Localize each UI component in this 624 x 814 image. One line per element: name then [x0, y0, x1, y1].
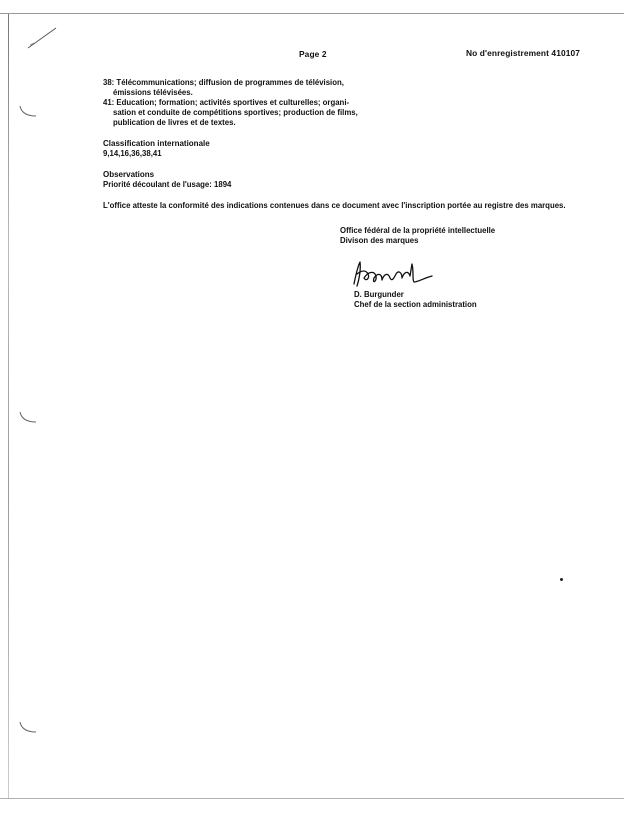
observations-value: Priorité découlant de l'usage: 1894 — [103, 180, 232, 189]
scan-edge-left — [8, 14, 9, 798]
signatory-name: D. Burgunder — [354, 290, 404, 299]
attestation-text: L'office atteste la conformité des indications contenues dans ce document avec l'inscription portée au registre des marques. — [103, 201, 566, 210]
page-number: Page 2 — [299, 49, 327, 59]
scan-speck — [560, 578, 563, 581]
signatory-block — [354, 290, 477, 310]
goods-class-41-continuation: publication de livres et de textes. — [113, 118, 236, 127]
classification-heading: Classification internationale — [103, 139, 210, 148]
signatory-title: Chef de la section administration — [354, 300, 477, 309]
observations-heading: Observations — [103, 170, 155, 179]
goods-class-41-continuation: sation et conduite de compétitions sportives; production de films, — [113, 108, 358, 117]
pen-stroke-mark — [26, 26, 58, 50]
punch-hole-mark — [18, 410, 38, 426]
scan-edge-bottom — [0, 798, 624, 799]
office-name: Office fédéral de la propriété intellectuelle — [340, 226, 496, 235]
punch-hole-mark — [18, 720, 38, 736]
goods-class-38-continuation: émissions télévisées. — [113, 88, 193, 97]
office-division: Divison des marques — [340, 236, 419, 245]
punch-hole-mark — [18, 104, 38, 120]
office-block — [340, 226, 495, 246]
scan-edge-top — [0, 13, 624, 14]
classification-value: 9,14,16,36,38,41 — [103, 149, 162, 158]
document-body — [103, 78, 573, 211]
goods-class-38: 38: Télécommunications; diffusion de programmes de télévision, — [103, 78, 344, 87]
registration-number: No d'enregistrement 410107 — [466, 48, 580, 58]
handwritten-signature — [348, 256, 436, 290]
goods-class-41: 41: Education; formation; activités sportives et culturelles; organi- — [103, 98, 350, 107]
